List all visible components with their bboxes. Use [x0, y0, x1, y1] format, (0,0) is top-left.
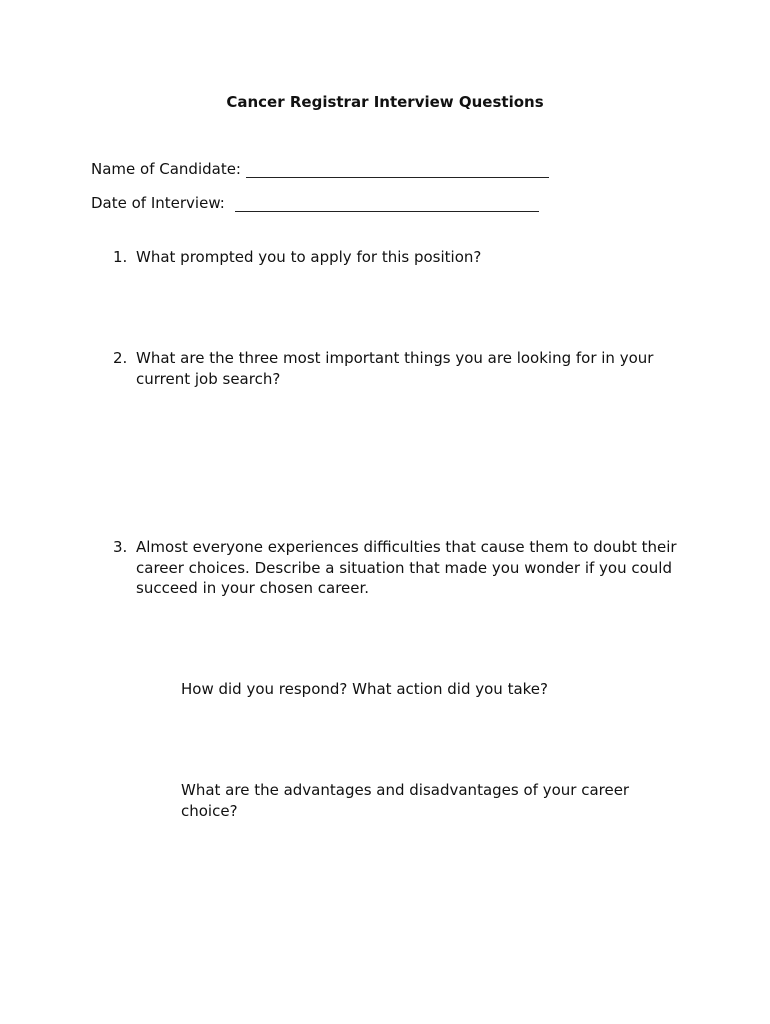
follow-up-question: What are the advantages and disadvantages of your career choice?	[181, 781, 630, 820]
question-text: What are the three most important things you are looking for in your current job search?	[136, 349, 654, 388]
interview-date-label: Date of Interview:	[91, 194, 225, 212]
candidate-name-blank[interactable]	[246, 177, 549, 178]
follow-up-question: How did you respond? What action did you take?	[181, 680, 548, 698]
question-number: 1.	[113, 248, 128, 266]
interview-date-blank[interactable]	[235, 211, 539, 212]
question-text: What prompted you to apply for this position?	[136, 248, 482, 266]
question-number: 2.	[113, 349, 128, 367]
question-text: Almost everyone experiences difficulties that cause them to doubt their career choices. Describe a situation that made you wonder if you could succeed in your chosen career.	[136, 538, 677, 597]
document-title: Cancer Registrar Interview Questions	[226, 93, 544, 111]
candidate-name-label: Name of Candidate:	[91, 160, 241, 178]
question-number: 3.	[113, 538, 128, 556]
